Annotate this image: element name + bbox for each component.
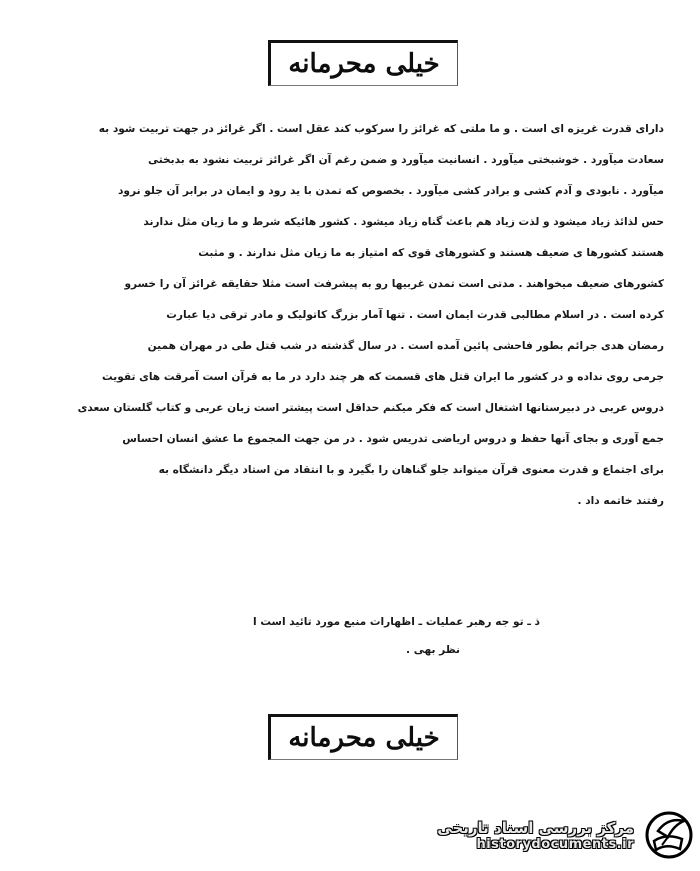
- body-line: دارای قدرت غریزه ای است . و ما ملتی که غرائز را سرکوب کند عقل است . اگر غرائز در جهت تربیت شود به: [98, 123, 664, 135]
- body-line: جمع آوری و بجای آنها حفظ و دروس اریاضی تدریس شود . در من جهت المجموع ما عشق انسان احساس: [122, 433, 664, 445]
- body-line: برای اجتماع و قدرت معنوی قرآن میتواند جلو گناهان را بگیرد و با انتقاد من استاد دیگر دانشگاه به: [158, 464, 664, 476]
- body-line: دروس عربی در دبیرستانها اشتغال است که فکر میکنم حداقل است پیشتر است زبان عربی و کتاب گلستان سعدی: [77, 402, 664, 414]
- classification-stamp-bottom: خیلی محرمانه: [268, 714, 458, 760]
- body-line: هستند کشورها ی ضعیف هستند و کشورهای قوی که امتیاز به ما زیان مثل ندارند . و مثبت: [198, 247, 664, 259]
- document-closing: [100, 608, 540, 664]
- body-line: حس لذائذ زیاد میشود و لذت زیاد هم باعث گناه زیاد میشود . کشور هائیکه شرط و ما زیان مثل ندارند: [143, 216, 664, 228]
- document-body: [36, 114, 664, 517]
- book-quill-icon: [644, 809, 694, 861]
- body-line: میآورد . نابودی و آدم کشی و برادر کشی میآورد . بخصوص که تمدن با ید رود و ایمان در برابر آن جلو نرود: [117, 185, 664, 197]
- body-line: رمضان هدی جرائم بطور فاحشی پائین آمده است . در سال گذشته در شب قتل طی در مهران همین: [147, 340, 664, 352]
- watermark: [410, 806, 694, 864]
- body-line: سعادت میآورد . خوشبختی میآورد . انسانیت میآورد و ضمن رغم آن اگر غرائز تربیت نشود به بدبختی: [148, 154, 664, 166]
- watermark-title: مرکز بررسی اسناد تاریخی: [437, 818, 634, 837]
- handler-note: ذ ـ تو جه رهبر عملیات ـ اظهارات منبع مورد تائید است ا: [253, 616, 540, 628]
- watermark-url: historydocuments.ir: [476, 836, 634, 852]
- classification-stamp-top: خیلی محرمانه: [268, 40, 458, 86]
- body-line: جرمی روی نداده و در کشور ما ایران قتل های قسمت که هر چند دارد در ما به قرآن است آمرقت های تقویت: [102, 371, 664, 383]
- body-line: رفتند خاتمه داد .: [577, 495, 664, 507]
- body-line: کرده است . در اسلام مطالبی قدرت ایمان است . تنها آمار بزرگ کاتولیک و مادر ترقی دیا عبارت: [166, 309, 664, 321]
- signature-note: نظر بهی .: [406, 644, 460, 656]
- body-line: کشورهای ضعیف میخواهند . مدتی است تمدن غربیها رو به پیشرفت است مثلا حقایقه غرائز آن را خسرو: [124, 278, 664, 290]
